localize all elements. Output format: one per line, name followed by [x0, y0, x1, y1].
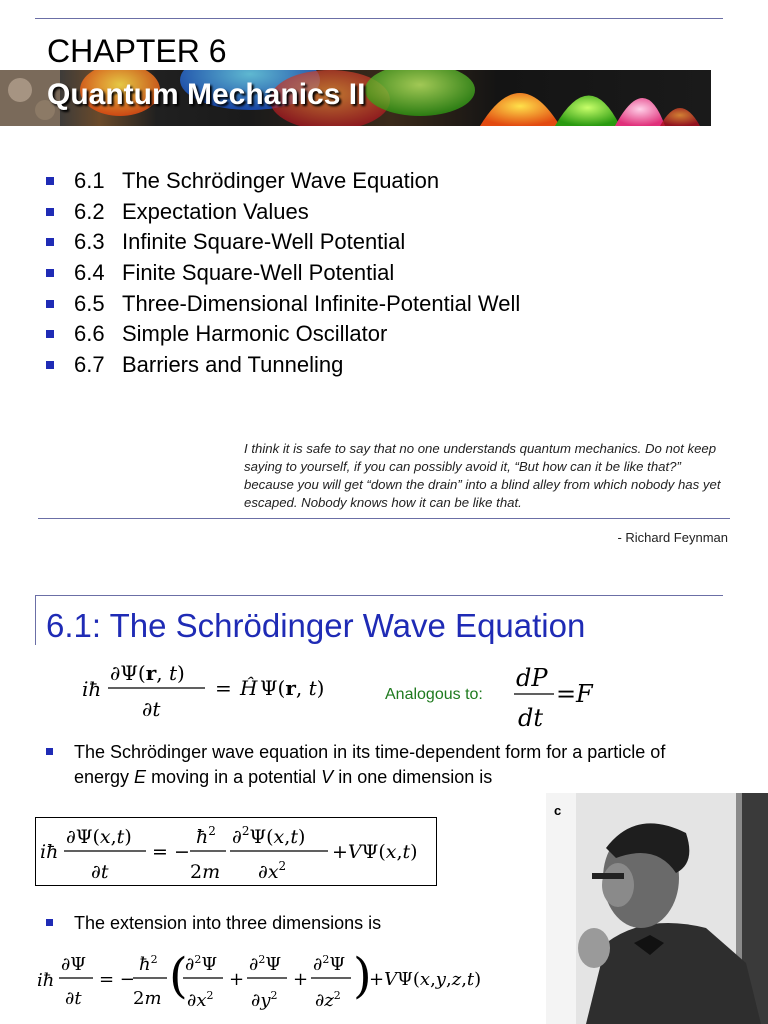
schrodinger-1d-equation [36, 818, 436, 885]
svg-text:∂Ψ(x,t): ∂Ψ(x,t) [66, 826, 132, 848]
square-bullet-icon [46, 361, 54, 369]
svg-text:∂Ψ(r, t): ∂Ψ(r, t) [110, 661, 185, 685]
chapter-title: Quantum Mechanics II [47, 78, 366, 111]
para-text: The extension into three dimensions is [74, 913, 382, 933]
svg-text:iħ: iħ [82, 677, 102, 701]
section-title: 6.1: The Schrödinger Wave Equation [46, 607, 586, 644]
toc-number: 6.4 [74, 260, 105, 286]
para-text: in one dimension is [333, 767, 493, 787]
schrodinger-3d-equation [35, 944, 515, 1024]
svg-text:iħ: iħ [37, 970, 55, 991]
toc-title: Three-Dimensional Infinite-Potential Well [122, 290, 521, 316]
toc-title: Simple Harmonic Oscillator [122, 321, 388, 347]
svg-text:F: F [576, 680, 593, 708]
svg-text:∂2Ψ(x,t): ∂$^2$Ψ(x,t) [232, 824, 306, 848]
toc-item [46, 258, 520, 289]
square-bullet-icon [46, 748, 53, 755]
svg-text:=: = [556, 680, 577, 708]
boxed-equation-1d [35, 817, 437, 886]
svg-text:dP: dP [516, 664, 548, 692]
svg-text:Ψ(r, t): Ψ(r, t) [260, 676, 325, 700]
paragraph-time-dependent [74, 740, 674, 790]
photo-label: c [554, 803, 562, 818]
square-bullet-icon [46, 919, 53, 926]
svg-text:2m: 2m [190, 861, 221, 883]
svg-text:∂z2: $\partial z^2$ [315, 989, 341, 1011]
square-bullet-icon [46, 330, 54, 338]
svg-text:+: + [293, 969, 309, 990]
chapter-label: CHAPTER 6 [47, 33, 227, 69]
svg-text:∂t: ∂t [142, 697, 161, 721]
analogous-label: Analogous to: [385, 686, 483, 703]
toc-number: 6.5 [74, 290, 105, 316]
svg-text:∂2Ψ: ∂$^2$Ψ [185, 953, 218, 975]
square-bullet-icon [46, 208, 54, 216]
svg-text:(: ( [169, 948, 188, 1004]
feynman-quote: I think it is safe to say that no one understands quantum mechanics. Do not keep saying to yourself, if you can possibly avoid it, “But how can it be like that?” because you will get “down the drain” into a blind alley from which nobody has yet escaped. Nobody knows how it can be like that. [244, 441, 721, 510]
svg-text:∂x2: $\partial x^2$ [258, 859, 287, 883]
slide2-top-rule [35, 595, 723, 596]
square-bullet-icon [46, 269, 54, 277]
toc-number: 6.6 [74, 321, 105, 347]
svg-text:+: + [229, 969, 245, 990]
svg-text:): ) [353, 948, 372, 1004]
para-var-e: E [134, 767, 147, 787]
svg-text:+VΨ(x,t): +VΨ(x,t) [332, 841, 418, 863]
svg-text:ħ2: $ħ^2$ [139, 953, 158, 975]
newton-equation [510, 658, 610, 736]
table-of-contents [46, 166, 520, 380]
svg-text:Ĥ: Ĥ [240, 676, 258, 700]
para-text: moving in a potential [146, 767, 322, 787]
schrodinger-portrait [546, 793, 768, 1024]
toc-title: Expectation Values [122, 198, 309, 224]
svg-text:dt: dt [518, 704, 544, 732]
toc-number: 6.2 [74, 198, 105, 224]
svg-text:ħ2: $ħ^2$ [196, 824, 216, 848]
toc-item [46, 350, 520, 381]
toc-item [46, 227, 520, 258]
toc-number: 6.7 [74, 351, 105, 377]
svg-text:∂t: ∂t [91, 861, 109, 883]
portrait-illustration [546, 793, 768, 1024]
square-bullet-icon [46, 238, 54, 246]
toc-number: 6.3 [74, 229, 105, 255]
toc-item [46, 197, 520, 228]
svg-text:iħ: iħ [40, 841, 59, 863]
svg-text:∂2Ψ: ∂$^2$Ψ [249, 953, 282, 975]
square-bullet-icon [46, 177, 54, 185]
toc-number: 6.1 [74, 168, 105, 194]
toc-item [46, 288, 520, 319]
svg-text:2m: 2m [133, 988, 162, 1009]
para-text: The Schrödinger wave equation in its time-dependent form for a particle of energy [74, 742, 666, 787]
toc-title: The Schrödinger Wave Equation [122, 168, 440, 194]
svg-text:∂Ψ: ∂Ψ [61, 954, 87, 975]
quote-rule [38, 518, 730, 519]
svg-text:= −: = − [152, 841, 190, 863]
para-var-v: V [321, 767, 334, 787]
toc-title: Barriers and Tunneling [122, 351, 344, 377]
square-bullet-icon [46, 300, 54, 308]
toc-title: Infinite Square-Well Potential [122, 229, 406, 255]
quote-attribution: - Richard Feynman [617, 530, 728, 545]
svg-text:= −: = − [99, 969, 135, 990]
svg-text:=: = [215, 676, 232, 700]
toc-item [46, 166, 520, 197]
svg-text:+VΨ(x,y,z,t): +VΨ(x,y,z,t) [369, 969, 482, 990]
svg-text:∂t: ∂t [65, 988, 82, 1009]
paragraph-three-dimensions [74, 911, 534, 936]
top-rule [35, 18, 723, 19]
svg-text:∂x2: $\partial x^2$ [187, 989, 214, 1011]
svg-text:∂2Ψ: ∂$^2$Ψ [313, 953, 346, 975]
toc-title: Finite Square-Well Potential [122, 260, 395, 286]
schrodinger-operator-equation [80, 650, 370, 725]
slide2-left-rule [35, 595, 36, 645]
toc-item [46, 319, 520, 350]
svg-text:∂y2: $\partial y^2$ [251, 989, 278, 1011]
